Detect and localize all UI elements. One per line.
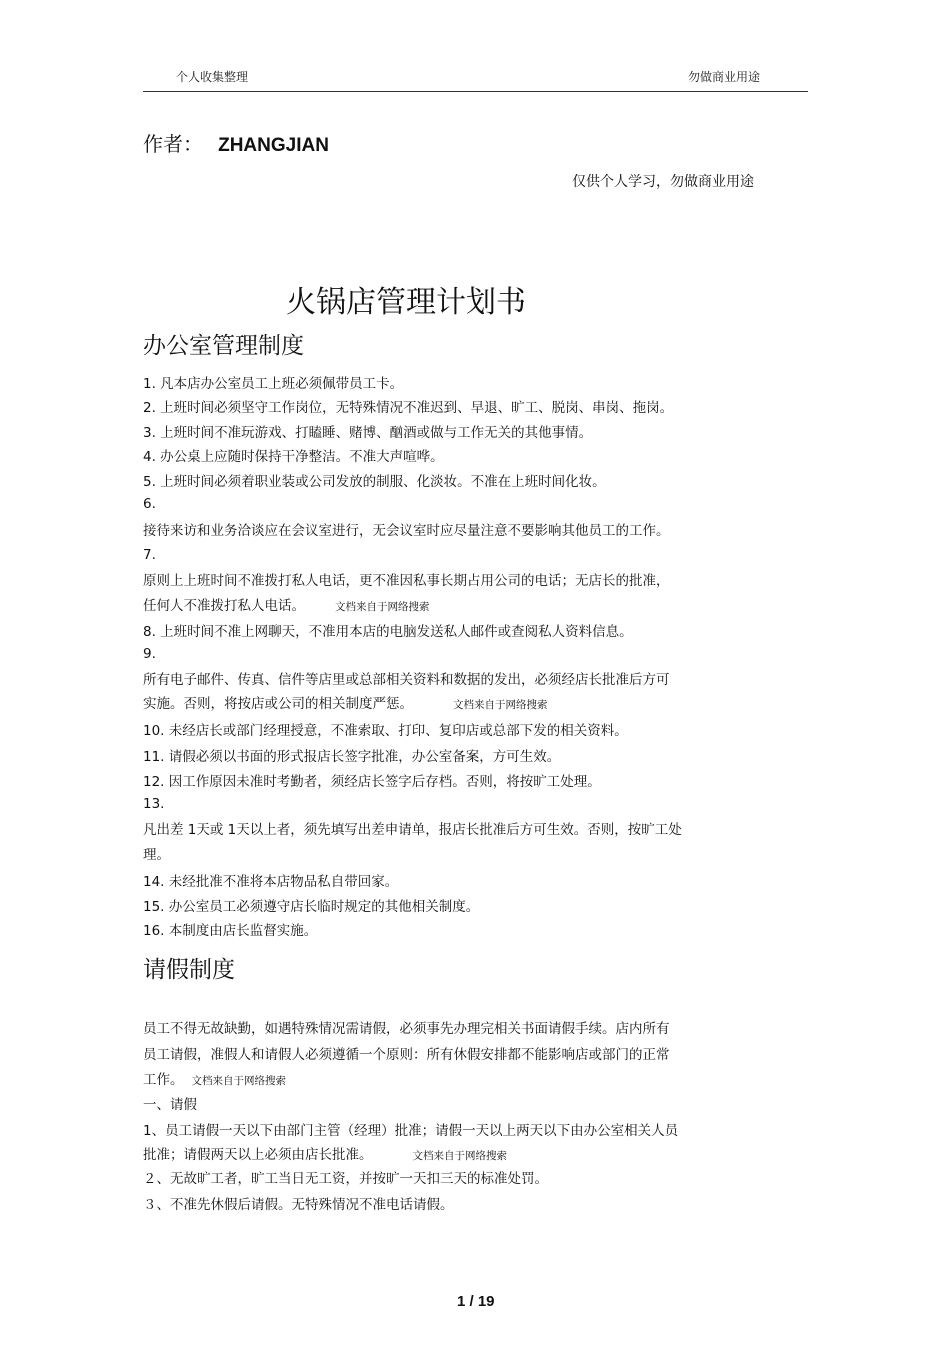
list-item: 接待来访和业务洽谈应在会议室进行，无会议室时应尽量注意不要影响其他员工的工作。	[143, 523, 670, 539]
author-label: 作者：	[143, 132, 203, 156]
source-note: 文档来自于网络搜索	[335, 601, 430, 613]
source-note: 文档来自于网络搜索	[191, 1075, 286, 1087]
list-item: 5. 上班时间必须着职业装或公司发放的制服、化淡妆。不准在上班时间化妆。	[143, 474, 606, 490]
list-item-continued	[143, 1143, 507, 1163]
list-item-number: 9.	[143, 646, 156, 662]
list-item-continued	[143, 594, 430, 614]
list-item-number: 7.	[143, 547, 156, 563]
paragraph-text: 工作。	[143, 1072, 184, 1088]
author-line	[143, 128, 329, 157]
header-right: 勿做商业用途	[688, 70, 761, 84]
list-item: 2. 上班时间必须坚守工作岗位，无特殊情况不准迟到、早退、旷工、脱岗、串岗、拖岗。	[143, 400, 674, 416]
list-item: 凡出差 1天或 1天以上者，须先填写出差申请单，报店长批准后方可生效。否则，按旷工处	[143, 822, 682, 838]
list-item: 1. 凡本店办公室员工上班必须佩带员工卡。	[143, 376, 404, 392]
list-item: 所有电子邮件、传真、信件等店里或总部相关资料和数据的发出，必须经店长批准后方可	[143, 672, 670, 688]
paragraph-line	[143, 1068, 286, 1088]
list-item: 4. 办公桌上应随时保持干净整洁。不准大声喧哗。	[143, 449, 444, 465]
list-item: 10. 未经店长或部门经理授意，不准索取、打印、复印店或总部下发的相关资料。	[143, 723, 628, 739]
list-item: ２、无故旷工者，旷工当日无工资，并按旷一天扣三天的标准处罚。	[143, 1171, 548, 1187]
list-item: 16. 本制度由店长监督实施。	[143, 923, 318, 939]
header-rule	[143, 91, 808, 92]
section-heading-office: 办公室管理制度	[143, 333, 304, 359]
document-title: 火锅店管理计划书	[286, 285, 526, 320]
list-item: 15. 办公室员工必须遵守店长临时规定的其他相关制度。	[143, 899, 480, 915]
list-item: 12. 因工作原因未准时考勤者，须经店长签字后存档。否则，将按旷工处理。	[143, 774, 601, 790]
list-item: 1、员工请假一天以下由部门主管（经理）批准；请假一天以上两天以下由办公室相关人员	[143, 1123, 679, 1139]
list-item-continued: 理。	[143, 847, 170, 863]
list-item-continued	[143, 692, 548, 712]
subheading: 一、请假	[143, 1097, 197, 1113]
list-item-text: 任何人不准拨打私人电话。	[143, 598, 305, 614]
list-item-text: 批准；请假两天以上必须由店长批准。	[143, 1147, 373, 1163]
usage-note: 仅供个人学习，勿做商业用途	[572, 174, 754, 190]
list-item-number: 13.	[143, 796, 165, 812]
list-item: 3. 上班时间不准玩游戏、打瞌睡、赌博、酗酒或做与工作无关的其他事情。	[143, 425, 593, 441]
list-item-text: 实施。否则，将按店或公司的相关制度严惩。	[143, 696, 413, 712]
list-item: 原则上上班时间不准拨打私人电话，更不准因私事长期占用公司的电话；无店长的批准，	[143, 573, 670, 589]
author-name: ZHANGJIAN	[218, 135, 329, 156]
section-heading-leave: 请假制度	[143, 957, 235, 983]
page-number: 1 / 19	[457, 1293, 495, 1310]
paragraph-line: 员工请假，准假人和请假人必须遵循一个原则：所有休假安排都不能影响店或部门的正常	[143, 1047, 670, 1063]
list-item: 11. 请假必须以书面的形式报店长签字批准，办公室备案，方可生效。	[143, 749, 561, 765]
paragraph-line: 员工不得无故缺勤，如遇特殊情况需请假，必须事先办理完相关书面请假手续。店内所有	[143, 1021, 670, 1037]
header-left: 个人收集整理	[176, 70, 249, 84]
list-item: ３、不准先休假后请假。无特殊情况不准电话请假。	[143, 1197, 454, 1213]
source-note: 文档来自于网络搜索	[412, 1150, 507, 1162]
source-note: 文档来自于网络搜索	[453, 699, 548, 711]
list-item: 8. 上班时间不准上网聊天，不准用本店的电脑发送私人邮件或查阅私人资料信息。	[143, 624, 633, 640]
list-item-number: 6.	[143, 496, 156, 512]
list-item: 14. 未经批准不准将本店物品私自带回家。	[143, 874, 399, 890]
